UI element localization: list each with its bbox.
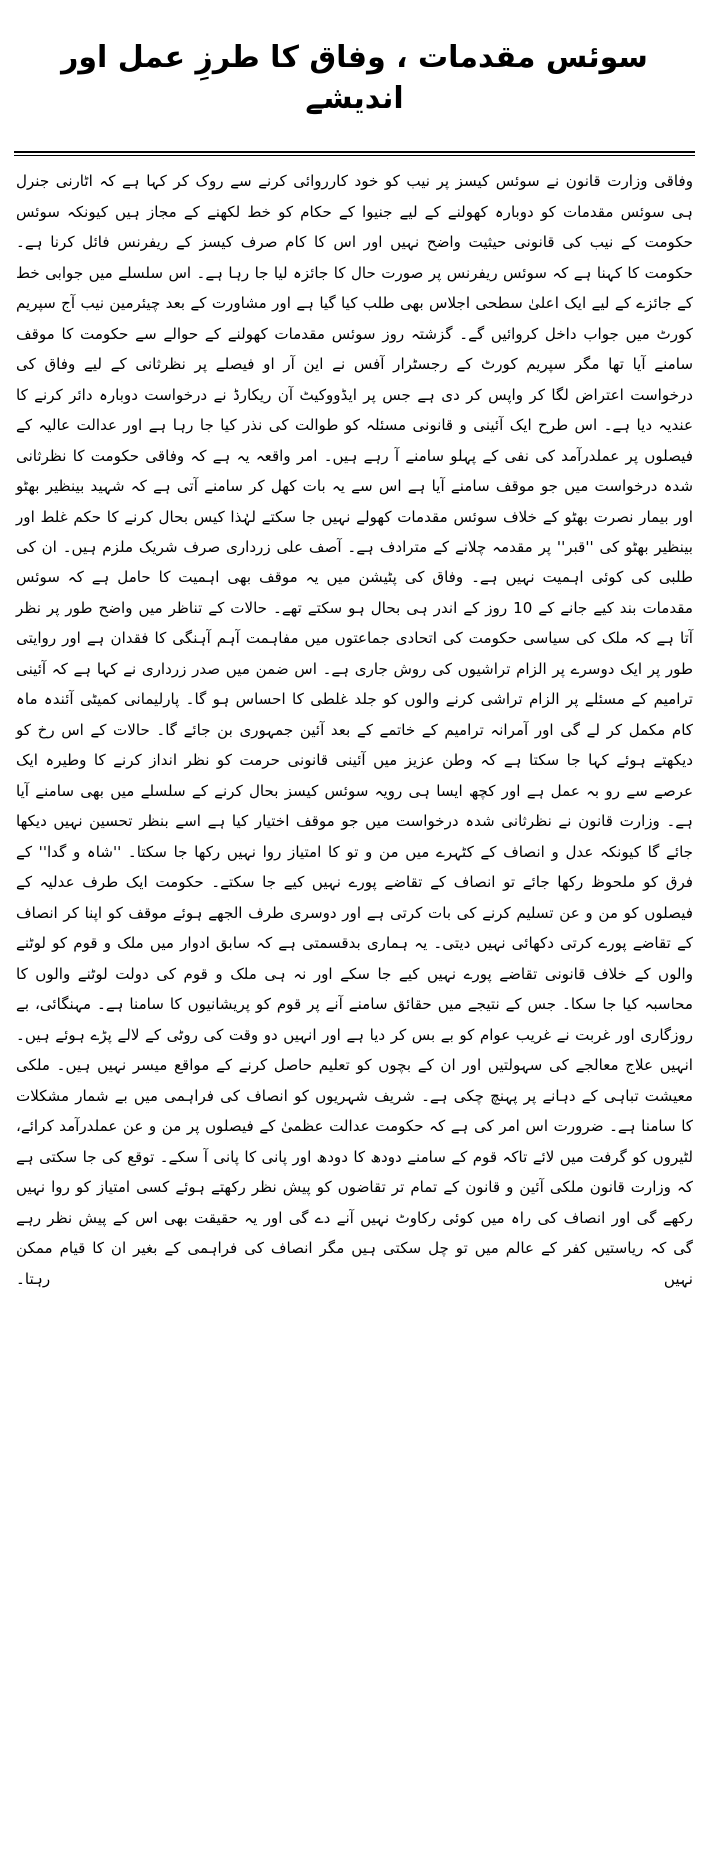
article-body [10,156,699,1294]
page-title: سوئس مقدمات ، وفاق کا طرزِ عمل اور اندیشے [61,40,648,116]
divider-thick [14,151,695,153]
article-body-paragraph: وفاقی وزارت قانون نے سوئس کیسز پر نیب کو خود کارروائی کرنے سے روک کر کہا ہے کہ اٹارنی جنرل ہی سوئس مقدمات کو دوبارہ کھولنے کے لیے جنیوا کے حکام کو خط لکھنے کے مجاز ہیں کیونکہ سوئس حکومت کے نیب کی قانونی حیثیت واضح نہیں اور اس کا کام صرف کیسز کے ریفرنس فائل کرنا ہے۔ حکومت کا کہنا ہے کہ سوئس ریفرنس پر صورت حال کا جائزہ لیا جا رہا ہے۔ اس سلسلے میں جوابی خط کے جائزے کے لیے ایک اعلیٰ سطحی اجلاس بھی طلب کیا گیا ہے اور مشاورت کے بعد چیئرمین نیب آج سپریم کورٹ میں جواب داخل کروائیں گے۔ گزشتہ روز سوئس مقدمات کھولنے کے حوالے سے حکومت کا موقف سامنے آیا تھا مگر سپریم کورٹ کے رجسٹرار آفس نے این آر او فیصلے پر نظرثانی کے لیے وفاق کی درخواست اعتراض لگا کر واپس کر دی ہے جس پر ایڈووکیٹ آن ریکارڈ نے درخواست دوبارہ دائر کرنے کا عندیہ دیا ہے۔ اس طرح ایک آئینی و قانونی مسئلہ کو طوالت کی نذر کیا جا رہا ہے اور عدالت عالیہ کے فیصلوں پر عملدرآمد کی نفی کے پہلو سامنے آ رہے ہیں۔ امر واقعہ یہ ہے کہ وفاقی حکومت کا نظرثانی شدہ درخواست میں جو موقف سامنے آیا ہے اس سے یہ بات کھل کر سامنے آتی ہے کہ شہید بینظیر بھٹو اور بیمار نصرت بھٹو کے خلاف سوئس مقدمات کھولے نہیں جا سکتے لہٰذا کیس بحال کرنے کا حکم غلط اور بینظیر بھٹو کی ''قبر'' پر مقدمہ چلانے کے مترادف ہے۔ آصف علی زرداری صرف شریک ملزم ہیں۔ ان کی طلبی کی کوئی اہمیت نہیں ہے۔ وفاق کی پٹیشن میں یہ موقف بھی اہمیت کا حامل ہے کہ سوئس مقدمات بند کیے جانے کے 10 روز کے اندر ہی بحال ہو سکتے تھے۔ حالات کے تناظر میں واضح طور پر نظر آتا ہے کہ ملک کی سیاسی حکومت کی اتحادی جماعتوں میں مفاہمت آہم آہنگی کا فقدان ہے اور روایتی طور پر ایک دوسرے پر الزام تراشیوں کی روش جاری ہے۔ اس ضمن میں صدر زرداری نے کہا ہے کہ آئینی ترامیم کے مسئلے پر الزام تراشی کرنے والوں کو جلد غلطی کا احساس ہو گا۔ پارلیمانی کمیٹی آئندہ ماہ کام مکمل کر لے گی اور آمرانہ ترامیم کے خاتمے کے بعد آئین جمہوری بن جائے گا۔ حالات کے اس رخ کو دیکھتے ہوئے کہا جا سکتا ہے کہ وطن عزیز میں آئینی قانونی حرمت کو نظر انداز کرنے کا وطیرہ ایک عرصے سے رو بہ عمل ہے اور کچھ ایسا ہی رویہ سوئس کیسز بحال کرنے کے سلسلے میں بھی سامنے آیا ہے۔ وزارت قانون نے نظرثانی شدہ درخواست میں جو موقف اختیار کیا ہے اسے بنظر تحسین نہیں دیکھا جائے گا کیونکہ عدل و انصاف کے کٹہرے میں من و تو کا امتیاز روا نہیں رکھا جا سکتا۔ ''شاہ و گدا'' کے فرق کو ملحوظ رکھا جائے تو انصاف کے تقاضے پورے نہیں کیے جا سکتے۔ حکومت ایک طرف عدلیہ کے فیصلوں کو من و عن تسلیم کرنے کی بات کرتی ہے اور دوسری طرف الجھے ہوئے موقف کو اپنا کر انصاف کے تقاضے پورے کرتی دکھائی نہیں دیتی۔ یہ ہماری بدقسمتی ہے کہ سابق ادوار میں ملک و قوم کو لوٹنے والوں کے خلاف قانونی تقاضے پورے نہیں کیے جا سکے اور نہ ہی ملک و قوم کی دولت لوٹنے والوں کا محاسبہ کیا جا سکا۔ جس کے نتیجے میں حقائق سامنے آنے پر قوم کو پریشانیوں کا سامنا ہے۔ مہنگائی، بے روزگاری اور غربت نے غریب عوام کو بے بس کر دیا ہے اور انہیں دو وقت کی روٹی کے لالے پڑے ہوئے ہیں۔ انہیں علاج معالجے کی سہولتیں اور ان کے بچوں کو تعلیم حاصل کرنے کے مواقع میسر نہیں ہیں۔ ملکی معیشت تباہی کے دہانے پر پہنچ چکی ہے۔ شریف شہریوں کو انصاف کی فراہمی میں بے شمار مشکلات کا سامنا ہے۔ ضرورت اس امر کی ہے کہ حکومت عدالت عظمیٰ کے فیصلوں پر من و عن عملدرآمد کرائے، لٹیروں کو گرفت میں لائے تاکہ قوم کے سامنے دودھ کا دودھ اور پانی کا پانی آ سکے۔ توقع کی جا سکتی ہے کہ وزارت قانون ملکی آئین و قانون کے تمام تر تقاضوں کو پیش نظر رکھتے ہوئے کسی امتیاز کو روا نہیں رکھے گی اور انصاف کی راہ میں کوئی رکاوٹ نہیں آنے دے گی اور یہ حقیقت بھی اس کے پیش نظر رہے گی کہ ریاستیں کفر کے عالم میں تو چل سکتی ہیں مگر انصاف کی فراہمی کے بغیر ان کا قیام ممکن نہیں رہتا۔ [16,172,693,1288]
